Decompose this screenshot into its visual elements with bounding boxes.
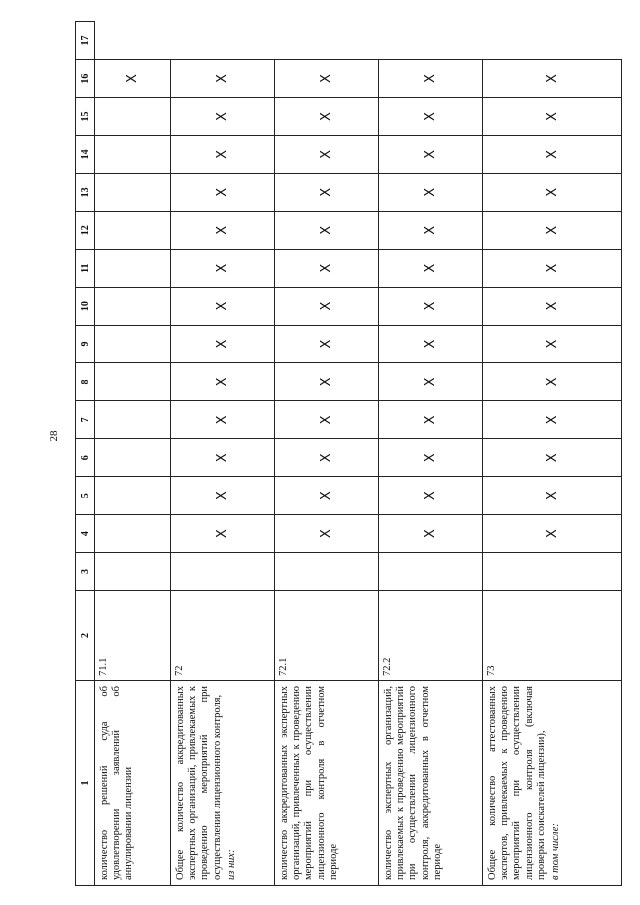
x-mark-cell: X [171, 211, 275, 249]
header-row [76, 22, 95, 886]
x-mark-cell: X [483, 439, 622, 477]
column-header: 14 [76, 135, 95, 173]
empty-cell [171, 553, 275, 591]
x-mark-cell: X [379, 60, 483, 98]
x-mark-cell: X [483, 363, 622, 401]
x-mark-cell: X [275, 98, 379, 136]
x-mark-cell: X [275, 173, 379, 211]
empty-cell [95, 515, 171, 553]
empty-cell [95, 439, 171, 477]
x-mark-cell: X [171, 60, 275, 98]
row-code: 72 [171, 591, 275, 681]
row-description [171, 681, 275, 886]
x-mark-cell: X [171, 325, 275, 363]
empty-cell [95, 98, 171, 136]
x-mark-cell: X [171, 439, 275, 477]
table-body [95, 22, 622, 886]
x-mark-cell: X [379, 211, 483, 249]
x-mark-cell: X [379, 325, 483, 363]
column-header: 7 [76, 401, 95, 439]
x-mark-cell: X [275, 325, 379, 363]
x-mark-cell: X [483, 515, 622, 553]
row-subnote: из них: [225, 849, 237, 880]
x-mark-cell: X [483, 60, 622, 98]
column-header: 16 [76, 60, 95, 98]
column-header: 3 [76, 553, 95, 591]
x-mark-cell: X [275, 249, 379, 287]
x-mark-cell: X [171, 287, 275, 325]
x-mark-cell: X [483, 249, 622, 287]
table-row [483, 22, 622, 886]
x-mark-cell: X [275, 363, 379, 401]
x-mark-cell: X [379, 515, 483, 553]
x-mark-cell: X [171, 363, 275, 401]
x-mark-cell: X [275, 211, 379, 249]
column-header: 5 [76, 477, 95, 515]
column-header: 8 [76, 363, 95, 401]
x-mark-cell: X [275, 439, 379, 477]
table-row [95, 22, 171, 886]
empty-cell [379, 553, 483, 591]
empty-cell [95, 325, 171, 363]
rotated-table-wrapper [75, 21, 620, 886]
empty-cell [95, 363, 171, 401]
x-mark-cell: X [483, 401, 622, 439]
empty-cell [95, 477, 171, 515]
x-mark-cell: X [275, 477, 379, 515]
x-mark-cell: X [171, 401, 275, 439]
x-mark-cell: X [483, 135, 622, 173]
empty-cell [95, 249, 171, 287]
x-mark-cell: X [275, 401, 379, 439]
row-description [483, 681, 622, 886]
empty-cell [95, 287, 171, 325]
column-header: 10 [76, 287, 95, 325]
table-row [275, 22, 379, 886]
x-mark-cell: X [379, 287, 483, 325]
x-mark-cell: X [379, 249, 483, 287]
x-mark-cell: X [275, 515, 379, 553]
x-mark-cell: X [171, 98, 275, 136]
x-mark-cell: X [171, 515, 275, 553]
row-description-text: Общее количество аккредитованных экспертных организаций, привлекаемых к проведению мероприятий при осуществлении лицензионного контроля, [175, 686, 223, 880]
empty-cell [95, 401, 171, 439]
empty-cell [275, 553, 379, 591]
x-mark-cell: X [275, 135, 379, 173]
x-mark-cell: X [379, 401, 483, 439]
row-description [379, 681, 483, 886]
row-code: 72.2 [379, 591, 483, 681]
x-mark-cell: X [275, 287, 379, 325]
row-code: 73 [483, 591, 622, 681]
x-mark-cell: X [379, 135, 483, 173]
x-mark-cell: X [171, 135, 275, 173]
row-description-text: количество экспертных организаций, привлекаемых к проведению мероприятий при осуществлении лицензионного контроля, аккредитованных в отчетном периоде [383, 686, 443, 880]
x-mark-cell: X [275, 60, 379, 98]
column-header: 4 [76, 515, 95, 553]
x-mark-cell: X [379, 173, 483, 211]
x-mark-cell: X [483, 477, 622, 515]
x-mark-cell: X [379, 98, 483, 136]
row-code: 72.1 [275, 591, 379, 681]
x-mark-cell: X [483, 173, 622, 211]
x-mark-cell: X [483, 98, 622, 136]
column-header: 13 [76, 173, 95, 211]
column-header: 15 [76, 98, 95, 136]
page-number: 28 [48, 430, 60, 442]
empty-cell [95, 173, 171, 211]
empty-cell [95, 211, 171, 249]
x-mark-cell: X [379, 363, 483, 401]
row-description [95, 681, 171, 886]
x-mark-cell: X [379, 477, 483, 515]
x-mark-cell: X [483, 287, 622, 325]
row-code: 71.1 [95, 591, 171, 681]
column-header: 12 [76, 211, 95, 249]
empty-cell [483, 553, 622, 591]
x-mark-cell: X [95, 60, 171, 98]
x-mark-cell: X [171, 477, 275, 515]
column-header: 6 [76, 439, 95, 477]
row-description-text: количество решений суда об удовлетворении заявлений об аннулировании лицензии [99, 686, 135, 880]
table-row [171, 22, 275, 886]
table-row [379, 22, 483, 886]
x-mark-cell: X [171, 173, 275, 211]
x-mark-cell: X [379, 439, 483, 477]
empty-cell [95, 553, 171, 591]
empty-cell [95, 135, 171, 173]
x-mark-cell: X [483, 325, 622, 363]
row-subnote: в том числе: [549, 823, 561, 880]
x-mark-cell: X [171, 249, 275, 287]
x-mark-cell: X [483, 211, 622, 249]
column-header: 11 [76, 249, 95, 287]
column-header: 1 [76, 681, 95, 886]
column-header: 2 [76, 591, 95, 681]
column-header: 17 [76, 22, 95, 60]
report-table [75, 21, 622, 886]
row-description-text: Общее количество аттестованных экспертов, привлекаемых к проведению мероприятий при осуществлении лицензионного контроля (включая проверки соискателей лицензии), [487, 686, 547, 880]
row-description [275, 681, 379, 886]
column-header: 9 [76, 325, 95, 363]
row-description-text: количество аккредитованных экспертных организаций, привлеченных к проведению мероприятий при осуществлении лицензионного контроля в отчетном периоде [279, 686, 339, 880]
